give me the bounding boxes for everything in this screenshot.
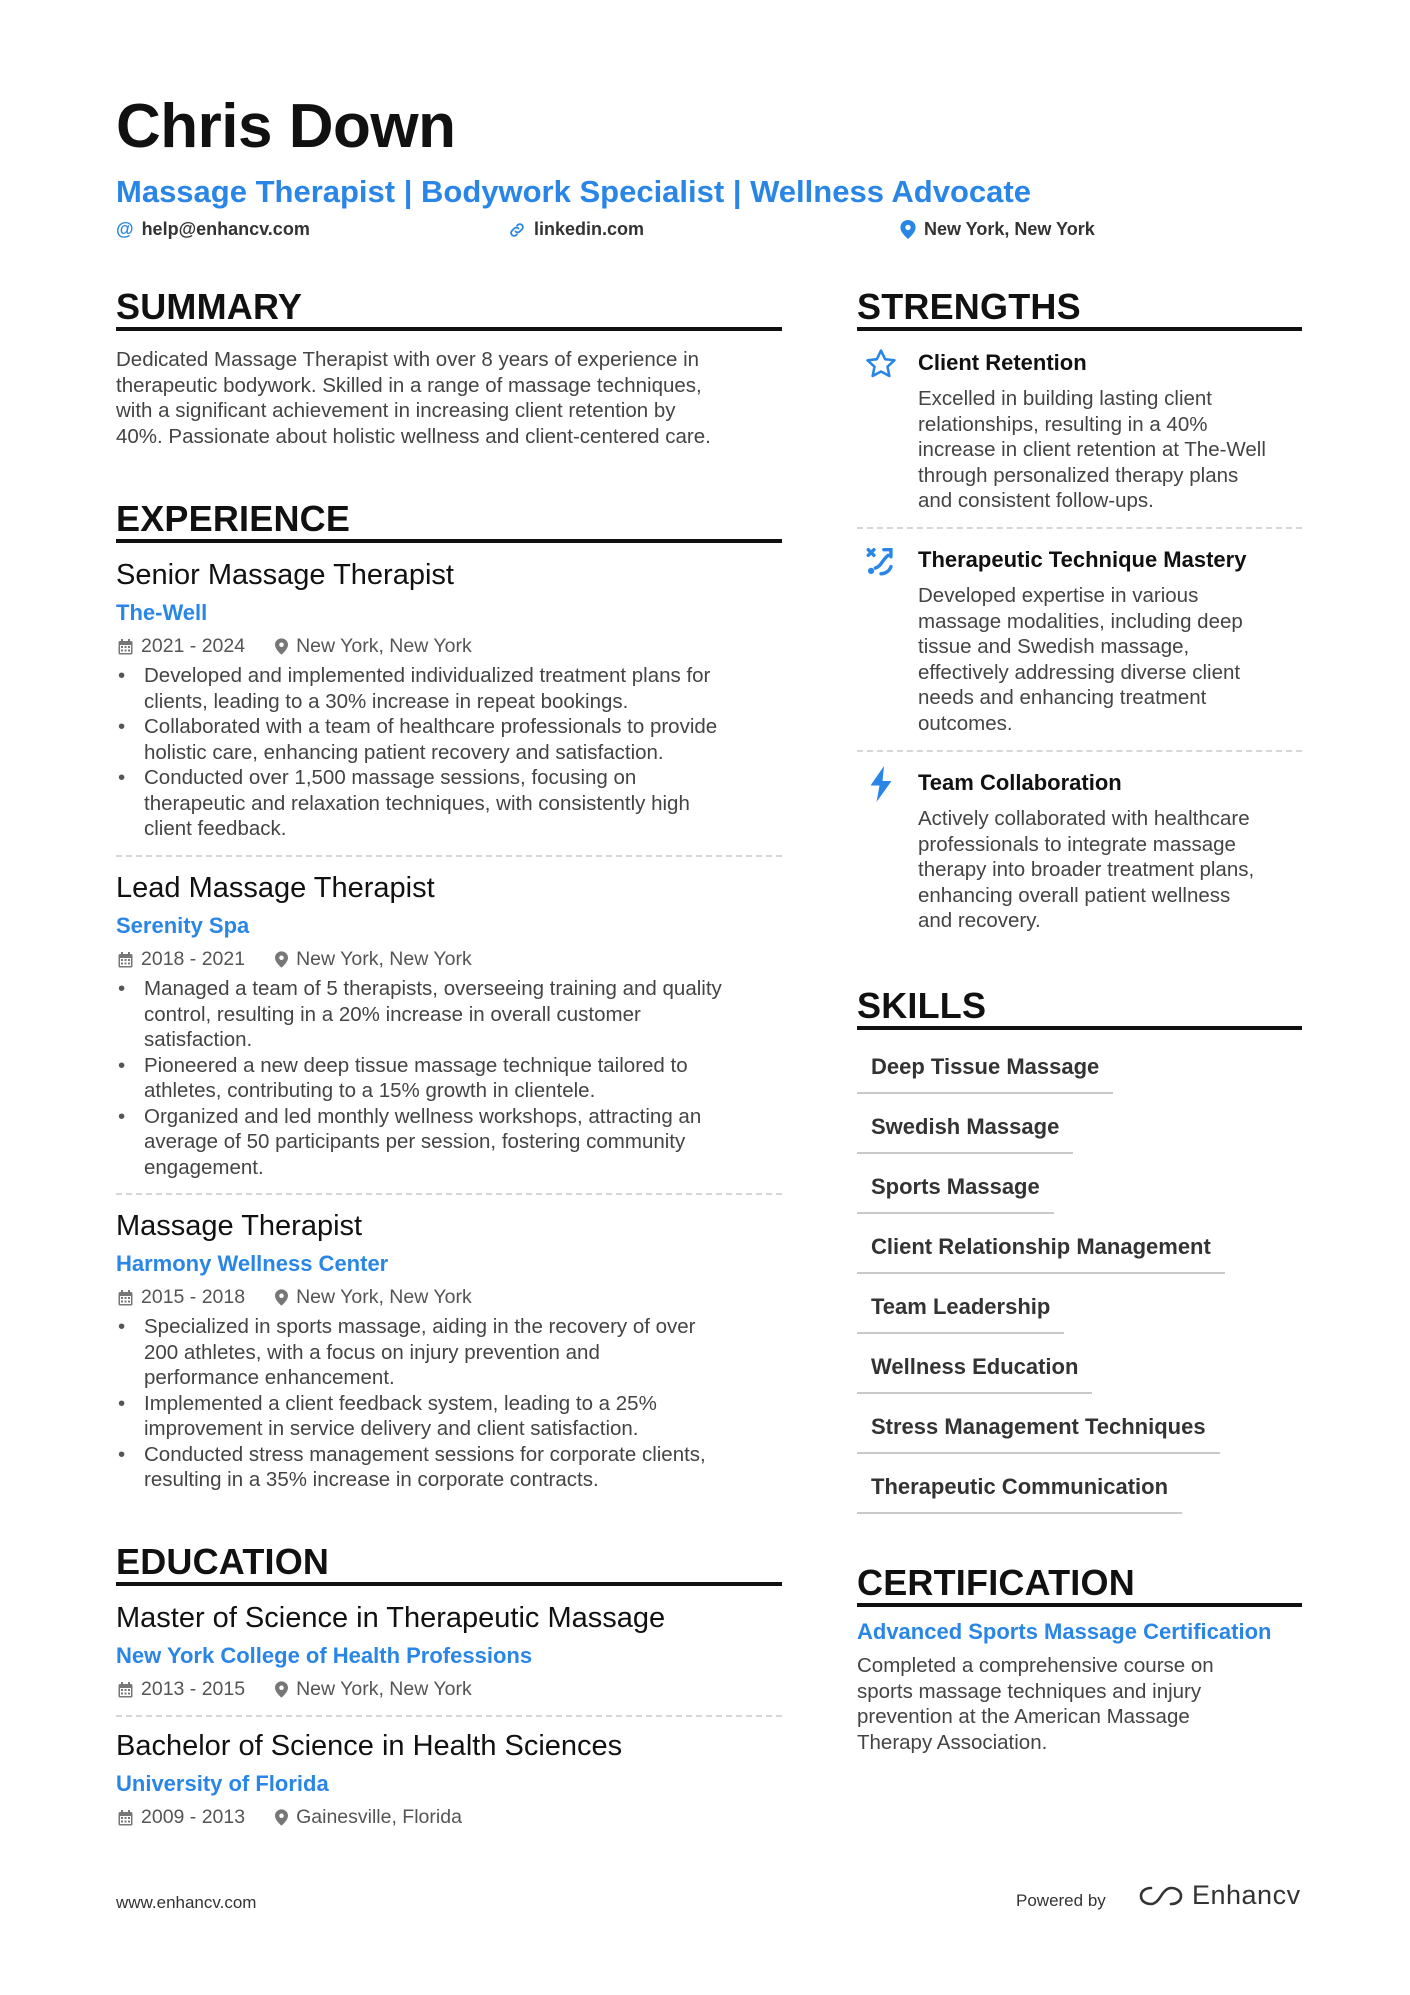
calendar-icon: [118, 1290, 133, 1306]
list-item: • Conducted stress management sessions for corporate clients, resulting in a 35% increase in corporate contracts.: [116, 1442, 796, 1493]
divider: [857, 750, 1302, 752]
skill-tag: Swedish Massage: [857, 1114, 1073, 1154]
job-bullets: [116, 1314, 796, 1493]
certification-name: Advanced Sports Massage Certification: [857, 1619, 1272, 1644]
job-title: Massage Therapist: [116, 1210, 363, 1242]
strength-title: Client Retention: [918, 350, 1087, 375]
list-item: • Conducted over 1,500 massage sessions, focusing on therapeutic and relaxation techniques, with consistently high client feedback.: [116, 765, 796, 842]
candidate-tagline: Massage Therapist | Bodywork Specialist | Wellness Advocate: [116, 174, 1031, 209]
list-item: • Collaborated with a team of healthcare professionals to provide holistic care, enhancing patient recovery and satisfaction.: [116, 714, 796, 765]
list-item: • Developed and implemented individualized treatment plans for clients, leading to a 30% increase in repeat bookings.: [116, 663, 796, 714]
job-bullets: [116, 663, 796, 842]
map-pin-icon: [275, 1681, 288, 1698]
certification-rule: [857, 1603, 1302, 1607]
divider: [116, 1715, 782, 1717]
divider: [116, 1193, 782, 1195]
calendar-icon: [118, 952, 133, 968]
skill-tag: Team Leadership: [857, 1294, 1064, 1334]
strength-description: Actively collaborated with healthcare professionals to integrate massage therapy into broader treatment plans, enhancing overall patient wellness and recovery.: [918, 807, 1255, 932]
strength-title: Therapeutic Technique Mastery: [918, 547, 1247, 572]
at-sign-icon: @: [116, 219, 134, 239]
enhancv-logo[interactable]: [1138, 1880, 1301, 1911]
skill-tag: Stress Management Techniques: [857, 1414, 1220, 1454]
skills-rule: [857, 1026, 1302, 1030]
list-item: • Organized and led monthly wellness workshops, attracting an average of 50 participants per session, fostering community engagement.: [116, 1104, 796, 1181]
strengths-rule: [857, 327, 1302, 331]
list-item: • Pioneered a new deep tissue massage technique tailored to athletes, contributing to a 15% growth in clientele.: [116, 1053, 796, 1104]
contact-location: [900, 219, 1095, 240]
experience-rule: [116, 539, 782, 543]
calendar-icon: [118, 639, 133, 655]
contact-email[interactable]: [116, 219, 310, 240]
job-meta: 2015 - 2018 New York, New York: [118, 1286, 472, 1309]
enhancv-logo-text: Enhancv: [1192, 1880, 1301, 1910]
map-pin-icon: [275, 951, 288, 968]
contact-linkedin[interactable]: [508, 219, 644, 240]
list-item: • Implemented a client feedback system, leading to a 25% improvement in service delivery and client satisfaction.: [116, 1391, 796, 1442]
footer-website[interactable]: www.enhancv.com: [116, 1893, 257, 1912]
strengths-heading: STRENGTHS: [857, 286, 1081, 327]
list-item: • Managed a team of 5 therapists, overseeing training and quality control, resulting in a 20% increase in overall customer satisfaction.: [116, 976, 796, 1053]
strength-description: Developed expertise in various massage modalities, including deep tissue and Swedish massage, effectively addressing diverse client needs and enhancing treatment outcomes.: [918, 584, 1243, 735]
skill-tag: Wellness Education: [857, 1354, 1092, 1394]
certification-heading: CERTIFICATION: [857, 1562, 1135, 1603]
strength-title: Team Collaboration: [918, 770, 1122, 795]
strength-description: Excelled in building lasting client relationships, resulting in a 40% increase in client retention at The-Well through personalized therapy plans and consistent follow-ups.: [918, 387, 1266, 512]
email-text: help@enhancv.com: [141, 219, 310, 239]
job-bullets: [116, 976, 796, 1180]
school-name: University of Florida: [116, 1771, 329, 1796]
summary-rule: [116, 327, 782, 331]
footer-powered-by: Powered by: [1016, 1891, 1106, 1910]
strategy-path-icon: [861, 541, 901, 581]
job-title: Senior Massage Therapist: [116, 559, 454, 591]
map-pin-icon: [900, 220, 916, 239]
skill-tag: Deep Tissue Massage: [857, 1054, 1113, 1094]
calendar-icon: [118, 1682, 133, 1698]
school-name: New York College of Health Professions: [116, 1643, 533, 1668]
education-rule: [116, 1582, 782, 1586]
candidate-name: Chris Down: [116, 92, 456, 161]
skills-heading: SKILLS: [857, 985, 987, 1026]
location-text: New York, New York: [924, 219, 1095, 239]
job-title: Lead Massage Therapist: [116, 872, 435, 904]
list-item: • Specialized in sports massage, aiding in the recovery of over 200 athletes, with a focus on injury prevention and performance enhancement.: [116, 1314, 796, 1391]
link-icon: [508, 221, 526, 239]
experience-heading: EXPERIENCE: [116, 498, 351, 539]
divider: [857, 527, 1302, 529]
job-company: Serenity Spa: [116, 913, 250, 938]
certification-description: Completed a comprehensive course on sports massage techniques and injury prevention at the American Massage Therapy Association.: [857, 1654, 1214, 1754]
job-company: The-Well: [116, 600, 208, 625]
degree-title: Master of Science in Therapeutic Massage: [116, 1602, 666, 1634]
education-heading: EDUCATION: [116, 1541, 330, 1582]
map-pin-icon: [275, 1289, 288, 1306]
job-meta: 2021 - 2024 New York, New York: [118, 635, 472, 658]
education-meta: 2009 - 2013 Gainesville, Florida: [118, 1806, 462, 1829]
summary-text: Dedicated Massage Therapist with over 8 years of experience in therapeutic bodywork. Skilled in a range of massage techniques, with a significant achievement in increasing client retention by 40%. Passionate about holistic wellness and client-centered care.: [116, 348, 711, 448]
degree-title: Bachelor of Science in Health Sciences: [116, 1730, 623, 1762]
skill-tag: Sports Massage: [857, 1174, 1054, 1214]
lightning-bolt-icon: [861, 764, 901, 804]
skill-tag: Therapeutic Communication: [857, 1474, 1182, 1514]
divider: [116, 855, 782, 857]
summary-heading: SUMMARY: [116, 286, 303, 327]
calendar-icon: [118, 1810, 133, 1826]
enhancv-logo-icon: [1138, 1883, 1184, 1909]
job-meta: 2018 - 2021 New York, New York: [118, 948, 472, 971]
star-icon: [861, 344, 901, 384]
education-meta: 2013 - 2015 New York, New York: [118, 1678, 472, 1701]
linkedin-text: linkedin.com: [534, 219, 645, 239]
job-company: Harmony Wellness Center: [116, 1251, 389, 1276]
map-pin-icon: [275, 1809, 288, 1826]
skill-tag: Client Relationship Management: [857, 1234, 1225, 1274]
map-pin-icon: [275, 638, 288, 655]
